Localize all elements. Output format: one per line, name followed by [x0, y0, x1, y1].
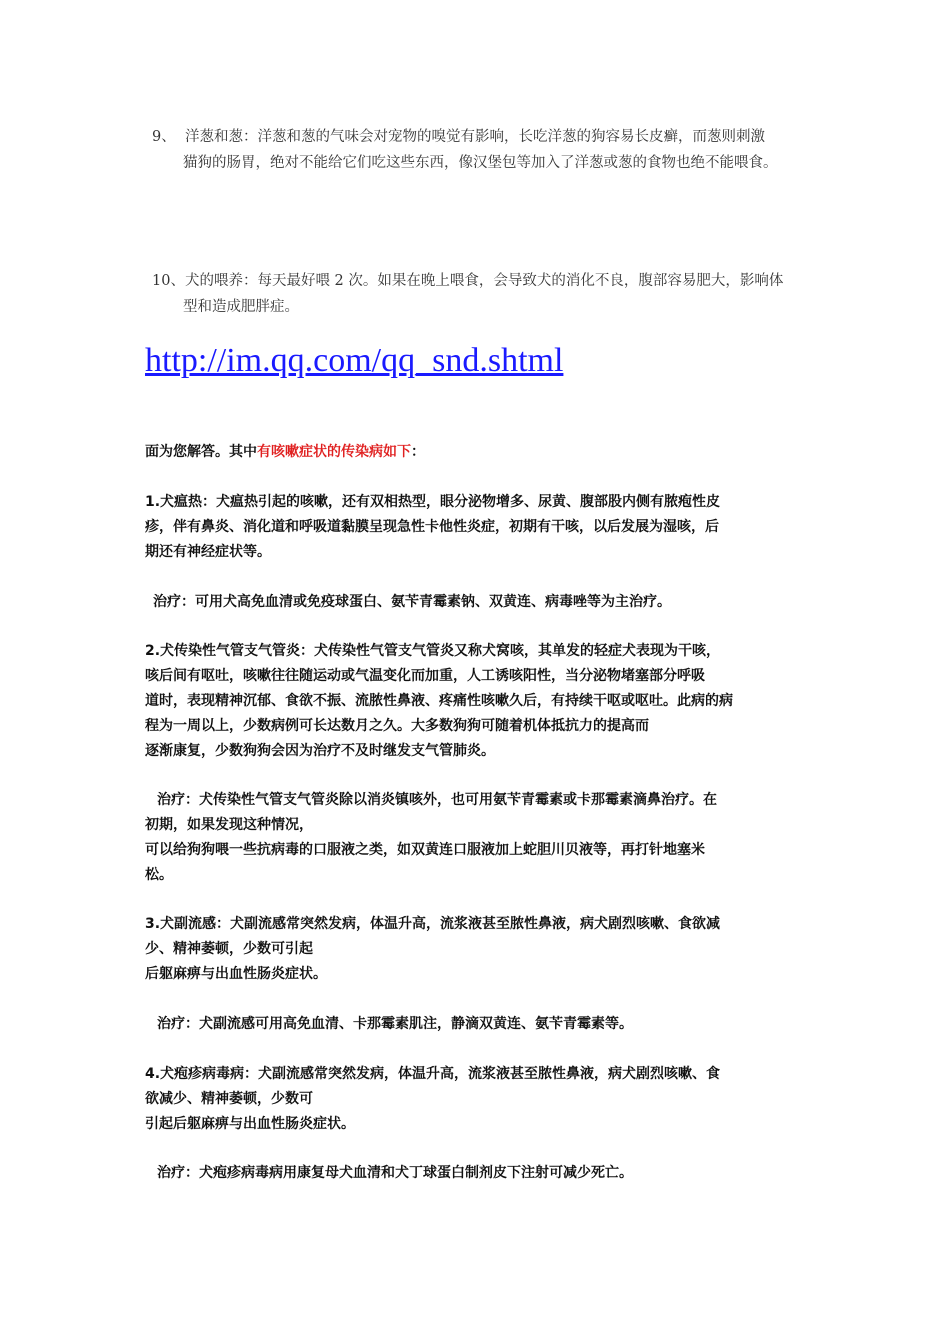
disease-2-treatment-line: 初期，如果发现这种情况，: [145, 817, 313, 833]
disease-3-line: 后躯麻痹与出血性肠炎症状。: [145, 966, 327, 982]
disease-3-line: 少、精神萎顿，少数可引起: [145, 941, 313, 957]
disease-4-line: 引起后躯麻痹与出血性肠炎症状。: [145, 1116, 355, 1132]
item-10-line-1: 10、犬的喂养：每天最好喂 2 次。如果在晚上喂食，会导致犬的消化不良，腹部容易肥大，影响体: [152, 273, 784, 289]
item-9-line-2-row: [183, 150, 778, 176]
disease-1-treatment-text: 治疗：可用犬高免血清或免疫球蛋白、氨苄青霉素钠、双黄连、病毒唑等为主治疗。: [153, 594, 671, 610]
disease-2-treatment: [145, 788, 717, 888]
disease-2-line: 咳后间有呕吐，咳嗽往往随运动或气温变化而加重，人工诱咳阳性，当分泌物堵塞部分呼吸: [145, 668, 705, 684]
intro-line: [145, 440, 425, 465]
item-9-number: 9、: [152, 129, 176, 145]
intro-prefix: 面为您解答。其中: [145, 444, 257, 460]
disease-3-treatment-text: 治疗：犬副流感可用高免血清、卡那霉素肌注，静滴双黄连、氨苄青霉素等。: [157, 1016, 633, 1032]
disease-4-treatment: [157, 1161, 633, 1186]
disease-1-treatment: [153, 590, 671, 615]
disease-1-line: 疹，伴有鼻炎、消化道和呼吸道黏膜呈现急性卡他性炎症，初期有干咳，以后发展为湿咳，后: [145, 519, 719, 535]
item-10-line-2-row: [183, 294, 299, 320]
link-row: [145, 342, 563, 380]
disease-4-line: 欲减少、精神萎顿，少数可: [145, 1091, 313, 1107]
item-9: [152, 124, 765, 150]
disease-1-line: 1.犬瘟热：犬瘟热引起的咳嗽，还有双相热型，眼分泌物增多、尿黄、腹部股内侧有脓疱性皮: [145, 494, 721, 510]
disease-1-text: [145, 490, 720, 565]
intro-highlight: 有咳嗽症状的传染病如下: [257, 444, 411, 460]
item-9-line-1: 洋葱和葱：洋葱和葱的气味会对宠物的嗅觉有影响，长吃洋葱的狗容易长皮癣，而葱则刺激: [185, 129, 765, 145]
disease-1-line: 期还有神经症状等。: [145, 544, 271, 560]
disease-3-treatment: [157, 1012, 633, 1037]
item-10: [152, 268, 783, 294]
disease-4-line: 4.犬疱疹病毒病：犬副流感常突然发病，体温升高，流浆液甚至脓性鼻液，病犬剧烈咳嗽、食: [145, 1066, 721, 1082]
disease-2-line: 2.犬传染性气管支气管炎：犬传染性气管支气管炎又称犬窝咳，其单发的轻症犬表现为干咳，: [145, 643, 721, 659]
intro-suffix: ：: [411, 444, 425, 460]
qq-link[interactable]: http://im.qq.com/qq_snd.shtml: [145, 342, 564, 379]
disease-3-text: [145, 912, 720, 987]
disease-2-line: 程为一周以上，少数病例可长达数月之久。大多数狗狗可随着机体抵抗力的提高而: [145, 718, 649, 734]
disease-2-line: 道时，表现精神沉郁、食欲不振、流脓性鼻液、疼痛性咳嗽久后，有持续干呕或呕吐。此病的病: [145, 693, 733, 709]
disease-4-text: [145, 1062, 720, 1137]
disease-2-treatment-line: 可以给狗狗喂一些抗病毒的口服液之类，如双黄连口服液加上蛇胆川贝液等，再打针地塞米: [145, 842, 705, 858]
disease-2-treatment-line: 松。: [145, 867, 173, 883]
disease-2-line: 逐渐康复，少数狗狗会因为治疗不及时继发支气管肺炎。: [145, 743, 495, 759]
item-9-line-2: 猫狗的肠胃，绝对不能给它们吃这些东西，像汉堡包等加入了洋葱或葱的食物也绝不能喂食。: [183, 155, 778, 171]
disease-2-text: [145, 639, 733, 764]
disease-4-treatment-text: 治疗：犬疱疹病毒病用康复母犬血清和犬丁球蛋白制剂皮下注射可减少死亡。: [157, 1165, 633, 1181]
disease-2-treatment-line: 治疗：犬传染性气管支气管炎除以消炎镇咳外，也可用氨苄青霉素或卡那霉素滴鼻治疗。在: [157, 792, 717, 808]
disease-3-line: 3.犬副流感：犬副流感常突然发病，体温升高，流浆液甚至脓性鼻液，病犬剧烈咳嗽、食欲减: [145, 916, 721, 932]
item-10-line-2: 型和造成肥胖症。: [183, 299, 299, 315]
